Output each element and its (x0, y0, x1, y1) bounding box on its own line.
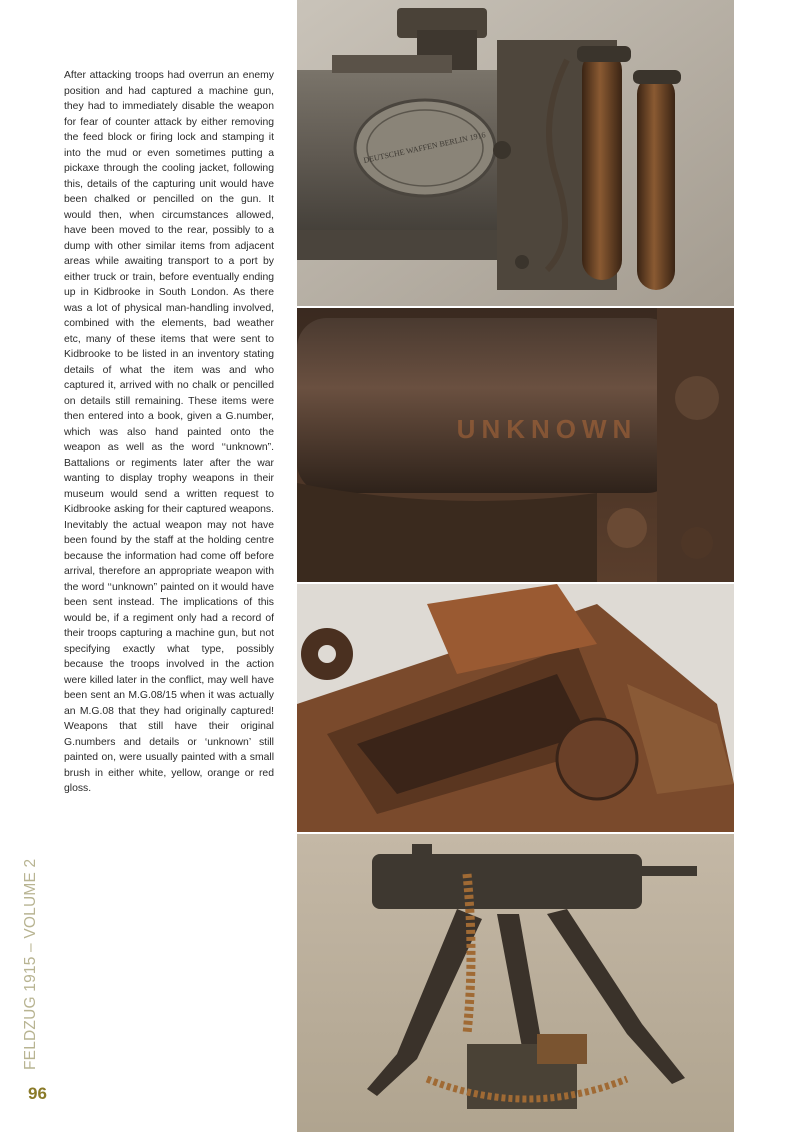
page-number: 96 (28, 1084, 47, 1103)
receiver-stamp-text: DEUTSCHE WAFFEN BERLIN 1916 (362, 130, 487, 165)
article-body-text: After attacking troops had overrun an enemy position and had captured a machine gun, they had to immediately disable the weapon for fear of counter attack by either removing the feed block or firing lock and stamping it into the mud or even sometimes putting a pickaxe through the cooling jacket, following this, details of the capturing unit would have been chalked or pencilled on the gun. It would then, when circumstances allowed, have been moved to the rear, possibly to a dump with other similar items from adjacent areas while awaiting transport to a port by either truck or train, before eventually ending up in Kidbrooke in South London. As there was a lot of physical man-handling involved, combined with the elements, bad weather etc, many of these items that were sent to Kidbrooke to be listed in an inventory stating details of what the item was and who captured it, arrived with no chalk or pencilled on details still remaining. These items were then entered into a book, given a G.number, which was also hand painted onto the weapon as well as the word ‘‘unknown”. Battalions or regiments later after the war wanting to display trophy weapons in their museum would send a written request to Kidbrooke asking for their captured weapons. Inevitably the actual weapon may not have been found by the staff at the holding centre because the information had come off before arrival, therefore an appropriate weapon with the word ‘‘unknown” painted on it would have been sent instead. The implications of this would be, if a regiment only had a record of their troops capturing a machine gun, but not specifying exactly what type, possibly because the troops involved in the action were killed later in the conflict, may well have been sent an M.G.08/15 when it was actually an M.G.08 that they had originally captured! Weapons that still have their original G.numbers and details or ‘unknown’ still painted on, were usually painted with a small brush in either white, yellow, orange or red gloss. (64, 70, 274, 794)
running-title: FELDZUG 1915 – VOLUME 2 (22, 858, 39, 1070)
photo-machine-gun-mount (297, 834, 734, 1132)
photo-damaged-jacket (297, 584, 734, 832)
painted-unknown-text: UNKNOWN (456, 414, 638, 444)
photo-receiver-closeup (297, 0, 734, 306)
photo-cooling-jacket (297, 308, 734, 582)
